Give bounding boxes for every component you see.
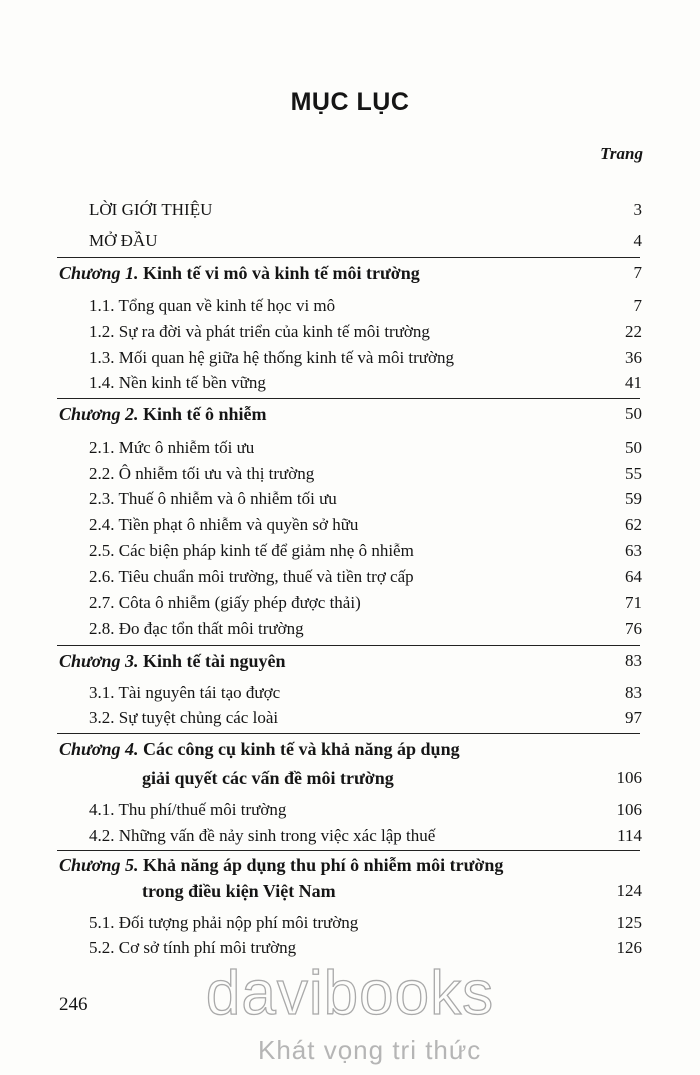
toc-entry-page: 50	[625, 438, 642, 457]
toc-entry-page: 83	[625, 651, 642, 670]
toc-entry-page: 126	[616, 938, 642, 957]
toc-entry	[0, 826, 700, 852]
toc-entry-page: 55	[625, 464, 642, 483]
toc-chapter-4-continued	[0, 768, 700, 794]
toc-entry-label: 3.1. Tài nguyên tái tạo được	[89, 683, 281, 702]
toc-entry-page: 106	[616, 800, 642, 819]
toc-entry	[0, 489, 700, 515]
chapter-number: Chương 3.	[59, 651, 139, 671]
toc-entry-page: 106	[616, 768, 642, 787]
chapter-number: Chương 2.	[59, 404, 139, 424]
toc-entry-label: 2.7. Côta ô nhiễm (giấy phép được thải)	[89, 593, 361, 612]
page-title: MỤC LỤC	[290, 88, 410, 116]
toc-entry	[0, 296, 700, 322]
watermark-logo: davibooks	[205, 959, 495, 1028]
toc-entry-label: 1.3. Mối quan hệ giữa hệ thống kinh tế và môi trường	[89, 348, 455, 367]
toc-chapter-4	[0, 739, 700, 765]
divider	[57, 733, 640, 734]
toc-chapter-5-continued	[0, 881, 700, 907]
toc-entry	[0, 593, 700, 619]
toc-entry-label: 2.3. Thuế ô nhiễm và ô nhiễm tối ưu	[89, 489, 337, 508]
toc-entry-label: LỜI GIỚI THIỆU	[89, 200, 213, 219]
toc-entry	[0, 438, 700, 464]
page-number: 246	[59, 994, 88, 1015]
toc-entry-page: 50	[625, 404, 642, 423]
toc-entry-label: 3.2. Sự tuyệt chủng các loài	[89, 708, 279, 727]
toc-entry-label: 5.1. Đối tượng phải nộp phí môi trường	[89, 913, 359, 932]
toc-entry	[0, 373, 700, 399]
toc-entry-label: 5.2. Cơ sở tính phí môi trường	[89, 938, 297, 957]
toc-entry-page: 7	[633, 296, 642, 315]
toc-entry-label: 2.5. Các biện pháp kinh tế để giảm nhẹ ô nhiễm	[89, 541, 414, 560]
toc-entry-page: 3	[633, 200, 642, 219]
toc-entry-label: 4.1. Thu phí/thuế môi trường	[89, 800, 287, 819]
toc-entry-page: 83	[625, 683, 642, 702]
toc-chapter-2	[0, 404, 700, 430]
toc-entry	[0, 348, 700, 374]
toc-entry-page: 114	[617, 826, 642, 845]
toc-entry-page: 4	[633, 231, 642, 250]
divider	[57, 645, 640, 646]
chapter-title: Kinh tế ô nhiễm	[142, 404, 267, 424]
toc-chapter-3	[0, 651, 700, 677]
toc-entry-page: 59	[625, 489, 642, 508]
chapter-title: Kinh tế vi mô và kinh tế môi trường	[142, 263, 420, 283]
toc-entry-label: 2.8. Đo đạc tổn thất môi trường	[89, 619, 304, 638]
chapter-title: Kinh tế tài nguyên	[142, 651, 286, 671]
toc-entry-page: 63	[625, 541, 642, 560]
toc-entry	[0, 515, 700, 541]
toc-entry-page: 71	[625, 593, 642, 612]
toc-entry-label: 2.2. Ô nhiễm tối ưu và thị trường	[89, 464, 315, 483]
toc-entry	[0, 567, 700, 593]
toc-entry-label: 1.1. Tổng quan về kinh tế học vi mô	[89, 296, 336, 315]
toc-entry-page: 76	[625, 619, 642, 638]
toc-entry-page: 62	[625, 515, 642, 534]
page-column-header: Trang	[600, 144, 643, 163]
toc-entry-label: 2.6. Tiêu chuẩn môi trường, thuế và tiền trợ cấp	[89, 567, 414, 586]
toc-entry-page: 124	[616, 881, 642, 900]
divider	[57, 257, 640, 258]
toc-entry-page: 41	[625, 373, 642, 392]
toc-entry-introduction	[0, 231, 700, 257]
toc-entry-label: 1.2. Sự ra đời và phát triển của kinh tế môi trường	[89, 322, 430, 341]
toc-entry-page: 22	[625, 322, 642, 341]
toc-entry	[0, 464, 700, 490]
toc-entry-label: MỞ ĐẦU	[89, 231, 158, 250]
divider	[57, 850, 640, 851]
toc-entry	[0, 541, 700, 567]
toc-entry-page: 97	[625, 708, 642, 727]
toc-entry-label: 2.1. Mức ô nhiễm tối ưu	[89, 438, 255, 457]
toc-entry	[0, 708, 700, 734]
chapter-number: Chương 1.	[59, 263, 139, 283]
toc-entry-label: 2.4. Tiền phạt ô nhiễm và quyền sở hữu	[89, 515, 359, 534]
chapter-title-continued: giải quyết các vấn đề môi trường	[142, 768, 394, 788]
toc-entry	[0, 683, 700, 709]
chapter-title: Khả năng áp dụng thu phí ô nhiễm môi trường	[142, 855, 504, 875]
chapter-number: Chương 5.	[59, 855, 139, 875]
toc-entry-page: 125	[616, 913, 642, 932]
chapter-number: Chương 4.	[59, 739, 139, 759]
toc-entry	[0, 913, 700, 939]
toc-entry-page: 36	[625, 348, 642, 367]
toc-chapter-5	[0, 855, 700, 881]
toc-entry	[0, 322, 700, 348]
divider	[57, 398, 640, 399]
toc-entry	[0, 619, 700, 645]
toc-entry	[0, 800, 700, 826]
watermark-slogan: Khát vọng tri thức	[258, 1035, 482, 1065]
chapter-title: Các công cụ kinh tế và khả năng áp dụng	[142, 739, 460, 759]
toc-entry-label: 4.2. Những vấn đề nảy sinh trong việc xác lập thuế	[89, 826, 436, 845]
toc-entry-label: 1.4. Nền kinh tế bền vững	[89, 373, 266, 392]
chapter-title-continued: trong điều kiện Việt Nam	[142, 881, 336, 901]
toc-chapter-1	[0, 263, 700, 289]
toc-entry-page: 7	[633, 263, 642, 282]
toc-entry-preface	[0, 200, 700, 226]
toc-entry-page: 64	[625, 567, 642, 586]
